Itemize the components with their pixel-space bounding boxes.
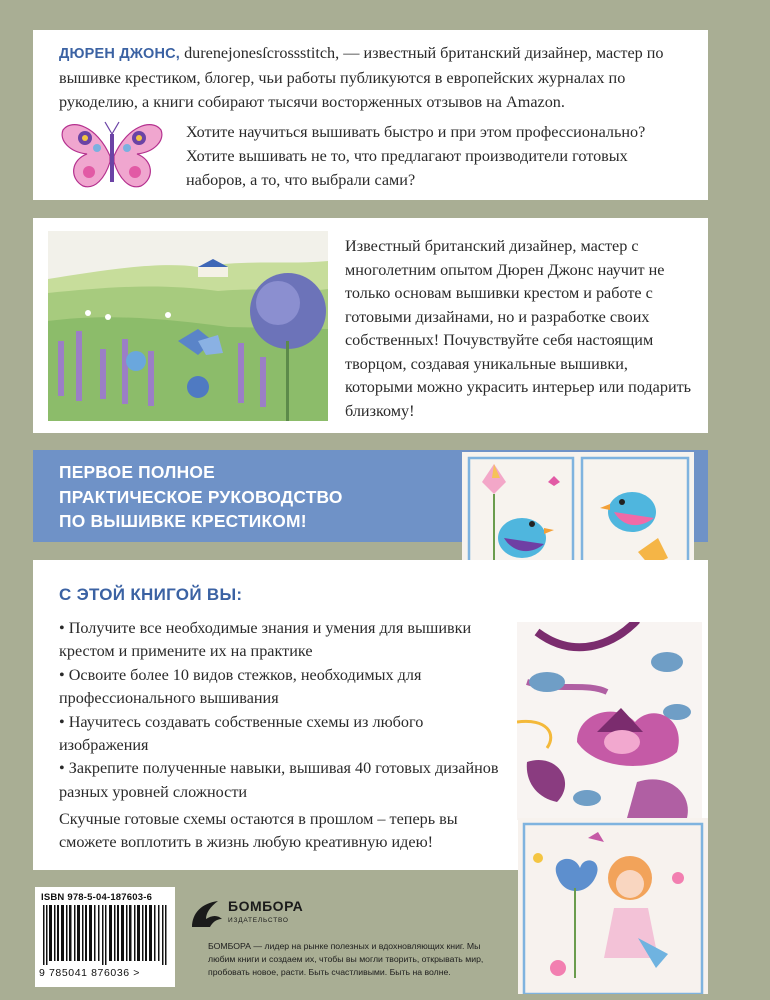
isbn-text: ISBN 978-5-04-187603-6 bbox=[41, 892, 153, 903]
publisher-description: БОМБОРА — лидер на рынке полезных и вдохновляющих книг. Мы любим книги и создаем их, чтобы вы могли творить, открывать мир, пробовать новое, расти. Быть счастливыми. Быть на волне. bbox=[208, 941, 484, 977]
headline-line-1: ПЕРВОЕ ПОЛНОЕ bbox=[59, 462, 215, 482]
barcode-bars bbox=[43, 905, 167, 965]
headline-text bbox=[59, 460, 459, 534]
butterfly-embroidery-image bbox=[57, 116, 167, 196]
girl-embroidery-image bbox=[518, 818, 708, 994]
closing-text: Скучные готовые схемы остаются в прошлом – теперь вы сможете воплотить в жизнь любую креативную идею! bbox=[59, 810, 458, 852]
benefit-item: • Закрепите полученные навыки, вышивая 40 готовых дизайнов разных уровней сложности bbox=[59, 759, 499, 801]
benefit-item: • Научитесь создавать собственные схемы из любого изображения bbox=[59, 712, 424, 755]
publisher-logo bbox=[188, 895, 368, 935]
author-quote: Хотите научиться вышивать быстро и при этом профессионально? Хотите вышивать не то, что предлагают производители готовых наборов, а то, что выбрали сами? bbox=[186, 123, 646, 189]
benefits-title: С ЭТОЙ КНИГОЙ ВЫ: bbox=[59, 585, 243, 604]
benefit-item: • Получите все необходимые знания и умения для вышивки крестом и примените их на практике bbox=[59, 619, 472, 661]
headline-line-2: ПРАКТИЧЕСКОЕ РУКОВОДСТВО bbox=[59, 486, 343, 507]
author-name: ДЮРЕН ДЖОНС, bbox=[59, 46, 181, 62]
headline-line-3: ПО ВЫШИВКЕ КРЕСТИКОМ! bbox=[59, 511, 307, 531]
ean-digits: 9 785041 876036 > bbox=[39, 967, 140, 979]
bombora-wave-icon bbox=[188, 895, 224, 931]
barcode bbox=[35, 887, 175, 987]
book-description: Известный британский дизайнер, мастер с многолетним опытом Дюрен Джонс научит не только основам вышивки крестом и работе с готовыми дизайнами, но и разработке своих собственных! Почувствуйте себя настоящим творцом, создавая уникальные вышивки, которыми можно украсить интерьер или подарить близкому! bbox=[345, 237, 692, 420]
benefits-list bbox=[59, 617, 509, 804]
flowers-embroidery-image bbox=[517, 622, 702, 820]
benefit-item: • Освоите более 10 видов стежков, необходимых для профессионального вышивания bbox=[59, 665, 422, 708]
author-intro-text: durenejonesſcrossstitch, — известный британский дизайнер, мастер по вышивке крестиком, блогер, чьи работы публикуются в европейских журналах по рукоделию, а книги собирают тысячи восторженных отзывов на Amazon. bbox=[59, 44, 664, 111]
author-intro bbox=[59, 41, 699, 114]
landscape-embroidery-image bbox=[48, 231, 328, 421]
author-panel bbox=[33, 30, 708, 200]
publisher-subtitle: ИЗДАТЕЛЬСТВО bbox=[228, 917, 289, 924]
description-panel bbox=[33, 218, 708, 433]
publisher-name: БОМБОРА bbox=[228, 898, 304, 914]
